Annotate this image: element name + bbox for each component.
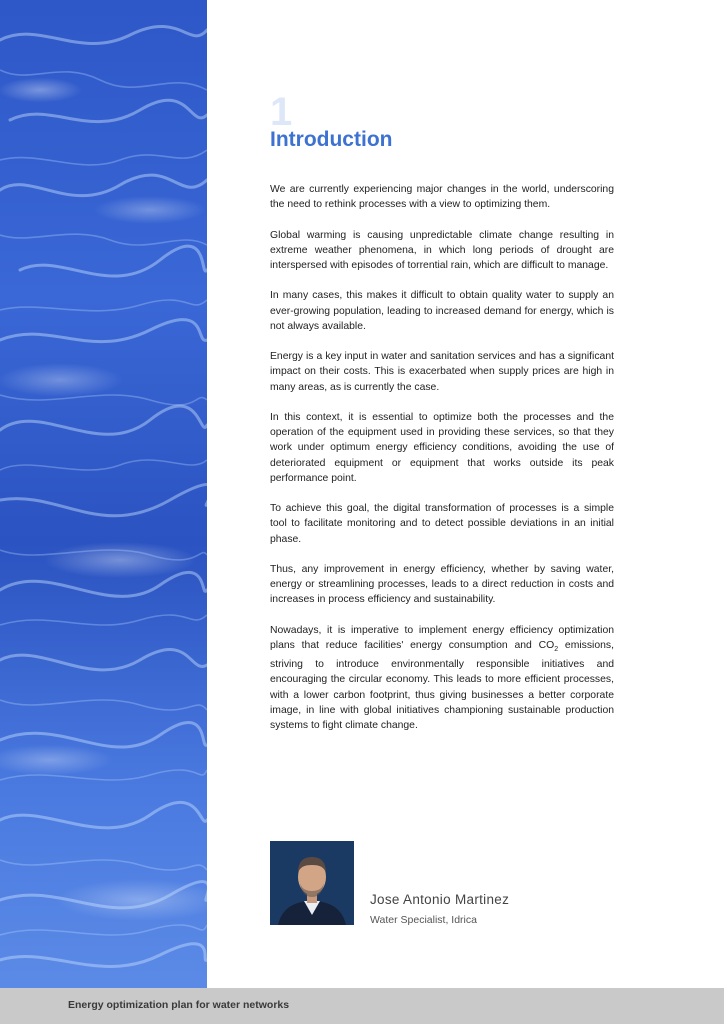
person-portrait-icon <box>270 841 354 925</box>
author-name: Jose Antonio Martinez <box>370 892 510 907</box>
co2-subscript: 2 <box>554 646 559 654</box>
page-title: Introduction <box>270 128 393 151</box>
paragraph: In many cases, this makes it difficult to obtain quality water to supply an ever-growing population, leading to increased demand for energy, which is not always available. <box>270 290 614 332</box>
paragraph-last-part2: emissions, striving to introduce environmentally responsible initiatives and encouraging the circular economy. This leads to more efficient processes, with a lower carbon footprint, thus giving businesses a better corporate image, in line with global initiatives championing sustainable production systems to fight climate change. <box>270 639 615 732</box>
water-caustics <box>0 0 207 988</box>
water-background-image <box>0 0 207 988</box>
paragraph: Global warming is causing unpredictable climate change resulting in extreme weather phenomena, in which long periods of drought are interspersed with episodes of torrential rain, which are difficult to manage. <box>270 229 614 271</box>
paragraph: Thus, any improvement in energy efficiency, whether by saving water, energy or streamlining processes, leads to a direct reduction in costs and increases in process efficiency and sustainability. <box>270 563 614 606</box>
author-role: Water Specialist, Idrica <box>370 914 477 926</box>
author-photo <box>270 841 354 925</box>
chapter-number: 1 <box>270 90 293 134</box>
footer-title: Energy optimization plan for water networks <box>68 999 290 1011</box>
paragraph-last-part1: Nowadays, it is imperative to implement energy efficiency optimization plans that reduce facilities' energy consumption and CO <box>270 624 614 651</box>
paragraph-last <box>270 623 614 734</box>
paragraph: In this context, it is essential to optimize both the processes and the operation of the equipment used in providing these services, so that they work under optimum energy efficiency conditions, avoiding the use of deteriorated equipment or equipment that works outside its peak performance point. <box>270 411 614 484</box>
body-text <box>270 182 614 748</box>
footer-bar <box>0 988 724 1024</box>
paragraph: Energy is a key input in water and sanitation services and has a significant impact on their costs. This is exacerbated when supply prices are high in many areas, as is currently the case. <box>270 351 614 393</box>
paragraph: To achieve this goal, the digital transformation of processes is a simple tool to facilitate monitoring and to detect possible deviations in an initial phase. <box>270 503 614 545</box>
paragraph: We are currently experiencing major changes in the world, underscoring the need to rethink processes with a view to optimizing them. <box>270 184 614 211</box>
